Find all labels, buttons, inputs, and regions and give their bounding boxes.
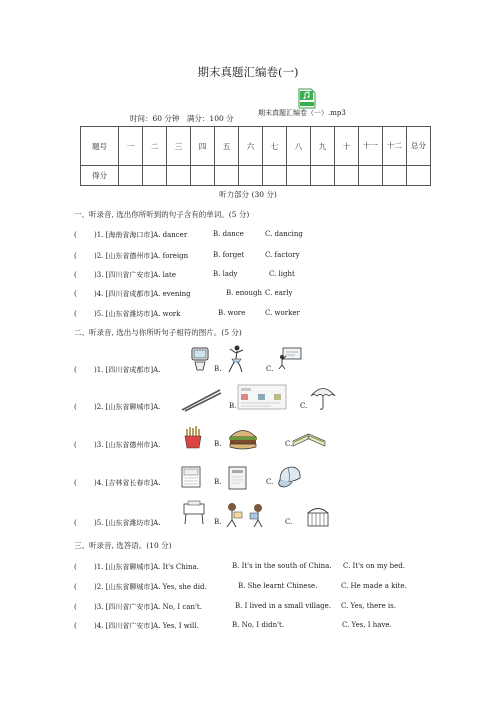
score-cell[interactable] xyxy=(263,166,287,186)
option-b: B. She learnt Chinese. xyxy=(238,582,318,590)
question-row xyxy=(74,365,160,375)
answer-paren[interactable]: ( xyxy=(74,519,77,527)
option-c: C. xyxy=(266,365,274,373)
col-header: 五 xyxy=(215,127,239,166)
listening-header: 听力部分 (30 分) xyxy=(219,190,277,199)
score-cell[interactable] xyxy=(383,166,407,186)
option-c: C. xyxy=(300,402,308,410)
option-c: C. xyxy=(285,440,293,448)
option-c: C. dancing xyxy=(265,230,303,238)
question-row xyxy=(74,230,187,240)
answer-paren[interactable]: ( xyxy=(74,252,77,260)
score-table xyxy=(80,126,431,186)
question-stem: )4. [四川省成都市]A. evening xyxy=(94,290,191,298)
question-stem: )5. [山东省潍坊市]A. work xyxy=(94,310,181,318)
row-label: 题号 xyxy=(81,127,119,166)
option-c: C. He made a kite. xyxy=(341,582,407,590)
option-c: C. worker xyxy=(265,309,300,317)
question-stem: )3. [山东省德州市]A. xyxy=(94,441,161,449)
col-header: 七 xyxy=(263,127,287,166)
answer-paren[interactable]: ( xyxy=(74,622,77,630)
option-b: B. forget xyxy=(213,251,245,259)
hamburger-picture-icon[interactable] xyxy=(227,427,259,455)
dancer-picture-icon[interactable] xyxy=(226,344,246,378)
answer-paren[interactable]: ( xyxy=(74,441,77,449)
question-stem: )1. [海南省海口市]A. dancer xyxy=(94,231,188,239)
menu-card-picture-icon[interactable] xyxy=(237,384,287,414)
col-header: 九 xyxy=(311,127,335,166)
tv-picture-icon[interactable] xyxy=(190,346,210,376)
option-c: C. early xyxy=(265,289,293,297)
score-cell[interactable] xyxy=(335,166,359,186)
fries-picture-icon[interactable] xyxy=(182,425,204,453)
question-stem: )4. [四川省广安市]A. Yes, I will. xyxy=(94,622,199,630)
answer-paren[interactable]: ( xyxy=(74,310,77,318)
question-row xyxy=(74,518,160,528)
option-c: C. light xyxy=(269,270,295,278)
col-header: 六 xyxy=(239,127,263,166)
question-stem: )4. [吉林省长春市]A. xyxy=(94,479,161,487)
calendar-picture-icon[interactable] xyxy=(180,465,202,493)
score-cell[interactable] xyxy=(239,166,263,186)
question-stem: )5. [山东省潍坊市]A. xyxy=(94,519,161,527)
answer-paren[interactable]: ( xyxy=(74,563,77,571)
chopsticks-picture-icon[interactable] xyxy=(180,388,222,416)
option-b: B. No, I didn't. xyxy=(232,621,285,629)
question-row xyxy=(74,562,199,572)
score-cell[interactable] xyxy=(287,166,311,186)
question-row xyxy=(74,440,160,450)
question-stem: )3. [四川省广安市]A. late xyxy=(94,271,176,279)
audio-file-label[interactable]: 期末真题汇编卷（一）.mp3 xyxy=(258,109,346,117)
col-header: 八 xyxy=(287,127,311,166)
question-row xyxy=(74,270,176,280)
score-cell[interactable] xyxy=(215,166,239,186)
col-header: 十 xyxy=(335,127,359,166)
question-row xyxy=(74,309,180,319)
exam-meta: 时间：60 分钟 满分：100 分 xyxy=(130,114,234,123)
col-header: 十二 xyxy=(383,127,407,166)
question-row xyxy=(74,582,207,592)
col-header: 三 xyxy=(167,127,191,166)
score-cell[interactable] xyxy=(167,166,191,186)
section3-heading: 三、听录音, 选答语。(10 分) xyxy=(74,541,172,550)
question-row xyxy=(74,251,188,261)
option-b: B. xyxy=(214,440,222,448)
score-cell[interactable] xyxy=(119,166,143,186)
answer-paren[interactable]: ( xyxy=(74,603,77,611)
sandwich-picture-icon[interactable] xyxy=(292,431,326,451)
score-cell[interactable] xyxy=(359,166,383,186)
umbrella-picture-icon[interactable] xyxy=(309,383,337,415)
option-c: C. xyxy=(266,478,274,486)
option-b: B. It's in the south of China. xyxy=(232,562,332,570)
col-header: 二 xyxy=(143,127,167,166)
option-b: B. wore xyxy=(218,309,246,317)
question-stem: )1. [四川省成都市]A. xyxy=(94,366,161,374)
col-header: 四 xyxy=(191,127,215,166)
cap-picture-icon[interactable] xyxy=(276,464,302,494)
question-row xyxy=(74,602,202,612)
score-cell[interactable] xyxy=(191,166,215,186)
book-picture-icon[interactable] xyxy=(227,465,249,495)
question-stem: )2. [山东省德州市]A. foreign xyxy=(94,252,189,260)
option-b: B. xyxy=(214,365,222,373)
score-label: 得分 xyxy=(81,166,119,186)
question-stem: )3. [四川省广安市]A. No, I can't. xyxy=(94,603,202,611)
option-b: B. xyxy=(214,478,222,486)
option-c: C. Yes, I have. xyxy=(342,621,392,629)
answer-paren[interactable]: ( xyxy=(74,479,77,487)
page-title: 期末真题汇编卷(一) xyxy=(197,65,299,79)
option-b: B. xyxy=(229,402,237,410)
col-header: 十一 xyxy=(359,127,383,166)
option-b: B. dance xyxy=(213,230,244,238)
answer-paren[interactable]: ( xyxy=(74,583,77,591)
gate-picture-icon[interactable] xyxy=(305,502,331,532)
option-b: B. I lived in a small village. xyxy=(235,602,332,610)
question-stem: )2. [山东省聊城市]A. xyxy=(94,403,161,411)
option-c: C. factory xyxy=(265,251,300,259)
desk-picture-icon[interactable] xyxy=(182,500,206,530)
question-row xyxy=(74,478,160,488)
option-c: C. xyxy=(285,518,293,526)
question-row xyxy=(74,289,191,299)
question-stem: )2. [山东省聊城市]A. Yes, she did. xyxy=(94,583,207,591)
score-cell[interactable] xyxy=(407,166,431,186)
whiteboard-picture-icon[interactable] xyxy=(276,347,302,373)
option-b: B. xyxy=(214,518,222,526)
score-cell[interactable] xyxy=(143,166,167,186)
question-row xyxy=(74,402,160,412)
section2-heading: 二、听录音, 选出与你所听句子相符的图片。(5 分) xyxy=(74,328,242,337)
children-reading-picture-icon[interactable] xyxy=(222,500,272,532)
answer-paren[interactable]: ( xyxy=(74,366,77,374)
mp3-file-icon[interactable] xyxy=(297,88,317,109)
score-cell[interactable] xyxy=(311,166,335,186)
answer-paren[interactable]: ( xyxy=(74,290,77,298)
option-b: B. enough xyxy=(226,289,262,297)
option-c: C. It's on my bed. xyxy=(343,562,405,570)
option-b: B. lady xyxy=(213,270,238,278)
option-c: C. Yes, there is. xyxy=(341,602,396,610)
answer-paren[interactable]: ( xyxy=(74,231,77,239)
answer-paren[interactable]: ( xyxy=(74,271,77,279)
question-stem: )1. [山东省聊城市]A. It's China. xyxy=(94,563,199,571)
answer-paren[interactable]: ( xyxy=(74,403,77,411)
section1-heading: 一、听录音, 选出你所听到的句子含有的单词。(5 分) xyxy=(74,210,250,219)
question-row xyxy=(74,621,199,631)
col-header: 一 xyxy=(119,127,143,166)
col-header: 总分 xyxy=(407,127,431,166)
